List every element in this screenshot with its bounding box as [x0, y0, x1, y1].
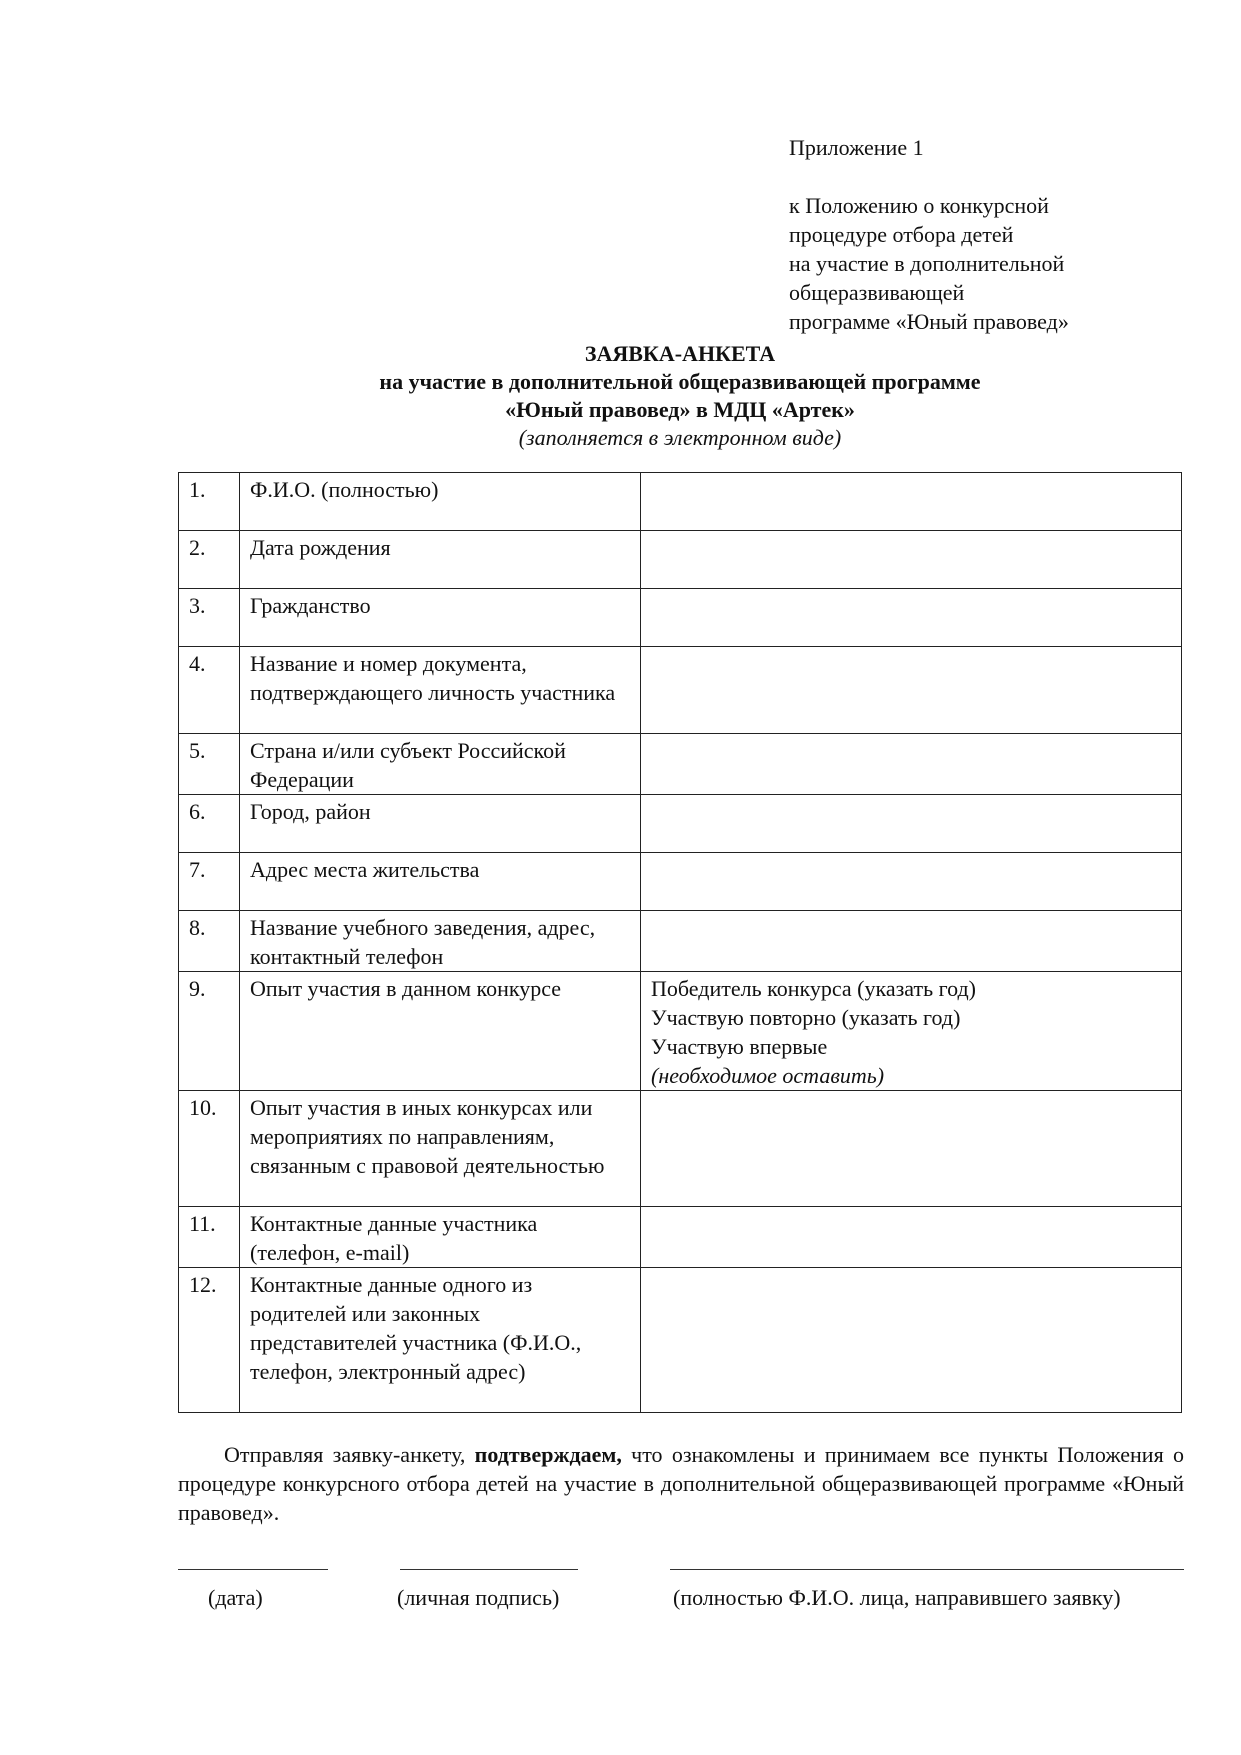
table-row	[179, 795, 1182, 853]
field-value-cell[interactable]	[641, 795, 1182, 853]
table-row	[179, 589, 1182, 647]
row-number: 8.	[179, 911, 240, 972]
signature-block	[0, 1569, 1241, 1649]
field-label: Контактные данные участника (телефон, e-mail)	[240, 1207, 641, 1268]
table-row	[179, 911, 1182, 972]
table-row	[179, 734, 1182, 795]
signature-caption: (личная подпись)	[397, 1585, 560, 1610]
form-title-block	[150, 340, 1210, 452]
form-title: ЗАЯВКА-АНКЕТА	[584, 341, 776, 366]
row-number: 2.	[179, 531, 240, 589]
form-fill-note: (заполняется в электронном виде)	[518, 425, 842, 450]
appendix-reference	[789, 191, 1209, 336]
row-number: 7.	[179, 853, 240, 911]
option-winner[interactable]: Победитель конкурса (указать год)	[651, 976, 976, 1001]
field-label: Опыт участия в данном конкурсе	[240, 972, 641, 1091]
table-row	[179, 1207, 1182, 1268]
option-repeat[interactable]: Участвую повторно (указать год)	[651, 1005, 961, 1030]
name-line[interactable]	[670, 1569, 1184, 1570]
option-first-time[interactable]: Участвую впервые	[651, 1034, 828, 1059]
form-subtitle: на участие в дополнительной общеразвивающей программе	[379, 369, 981, 394]
appendix-block	[789, 133, 1209, 336]
row-number: 12.	[179, 1268, 240, 1413]
table-row	[179, 647, 1182, 734]
options-note: (необходимое оставить)	[651, 1063, 885, 1088]
field-label: Название и номер документа, подтверждающего личность участника	[240, 647, 641, 734]
consent-paragraph	[178, 1440, 1184, 1527]
row-number: 5.	[179, 734, 240, 795]
appendix-line: к Положению о конкурсной	[789, 193, 1049, 218]
appendix-line: общеразвивающей	[789, 280, 965, 305]
table-row	[179, 972, 1182, 1091]
field-value-cell[interactable]	[641, 1268, 1182, 1413]
consent-text: Отправляя заявку-анкету,	[224, 1442, 475, 1467]
row-number: 10.	[179, 1091, 240, 1207]
signature-line[interactable]	[400, 1569, 578, 1570]
consent-emphasis: подтверждаем,	[474, 1442, 622, 1467]
table-row	[179, 1268, 1182, 1413]
date-caption: (дата)	[208, 1585, 263, 1610]
appendix-title: Приложение 1	[789, 135, 924, 160]
appendix-line: процедуре отбора детей	[789, 222, 1014, 247]
field-value-cell[interactable]	[641, 734, 1182, 795]
field-label: Дата рождения	[240, 531, 641, 589]
table-row	[179, 853, 1182, 911]
field-label: Название учебного заведения, адрес, контактный телефон	[240, 911, 641, 972]
appendix-line: программе «Юный правовед»	[789, 309, 1069, 334]
field-value-cell[interactable]	[641, 1091, 1182, 1207]
row-number: 1.	[179, 473, 240, 531]
appendix-line: на участие в дополнительной	[789, 251, 1065, 276]
table-row	[179, 473, 1182, 531]
table-row	[179, 1091, 1182, 1207]
field-value-cell[interactable]	[641, 531, 1182, 589]
field-value-cell[interactable]	[641, 473, 1182, 531]
consent-text: что ознакомлены и принимаем все пункты Положения о процедуре конкурсного отбора детей на участие в дополнительной общеразвивающей программе «Юный правовед».	[178, 1442, 1184, 1525]
row-number: 4.	[179, 647, 240, 734]
date-line[interactable]	[178, 1569, 328, 1570]
field-label: Опыт участия в иных конкурсах или мероприятиях по направлениям, связанным с правовой деятельностью	[240, 1091, 641, 1207]
row-number: 3.	[179, 589, 240, 647]
field-value-cell[interactable]	[641, 853, 1182, 911]
field-label: Ф.И.О. (полностью)	[240, 473, 641, 531]
field-value-cell[interactable]	[641, 589, 1182, 647]
application-form-table	[178, 472, 1182, 1413]
contest-experience-options[interactable]	[641, 972, 1182, 1091]
field-label: Город, район	[240, 795, 641, 853]
form-subtitle: «Юный правовед» в МДЦ «Артек»	[505, 397, 855, 422]
field-label: Адрес места жительства	[240, 853, 641, 911]
field-value-cell[interactable]	[641, 647, 1182, 734]
field-value-cell[interactable]	[641, 911, 1182, 972]
name-caption: (полностью Ф.И.О. лица, направившего заявку)	[673, 1585, 1121, 1610]
field-label: Страна и/или субъект Российской Федерации	[240, 734, 641, 795]
row-number: 11.	[179, 1207, 240, 1268]
row-number: 6.	[179, 795, 240, 853]
row-number: 9.	[179, 972, 240, 1091]
table-row	[179, 531, 1182, 589]
field-label: Гражданство	[240, 589, 641, 647]
field-value-cell[interactable]	[641, 1207, 1182, 1268]
field-label: Контактные данные одного из родителей или законных представителей участника (Ф.И.О., телефон, электронный адрес)	[240, 1268, 641, 1413]
